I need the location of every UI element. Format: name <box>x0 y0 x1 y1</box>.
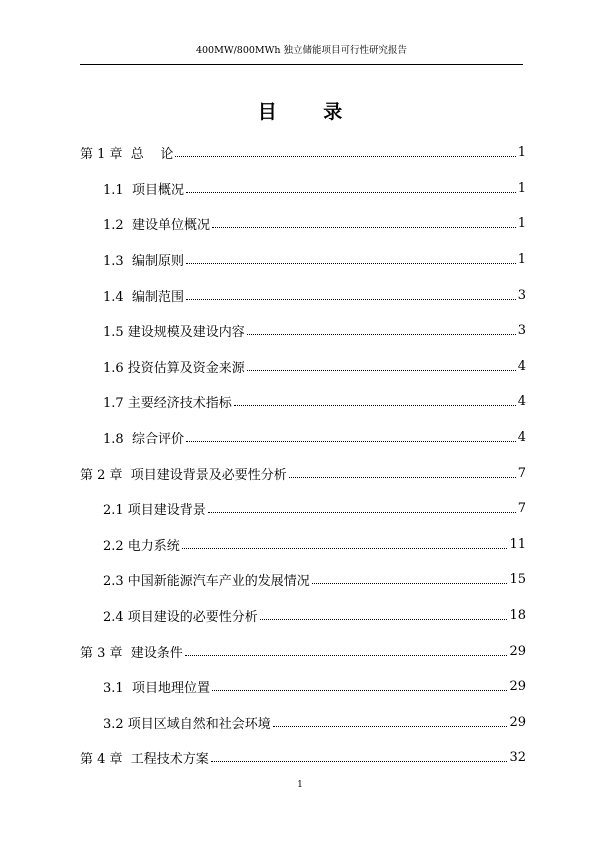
toc-dot-leader <box>186 299 516 300</box>
toc-entry-page-number: 7 <box>517 465 526 481</box>
toc-dot-leader <box>186 441 516 442</box>
toc-entry-label: 第 4 章 工程技术方案 <box>80 752 209 768</box>
toc-chapter-entry[interactable] <box>80 740 526 776</box>
toc-entry-page-number: 4 <box>517 430 526 446</box>
toc-dot-leader <box>186 263 516 264</box>
toc-section-entry[interactable] <box>80 705 526 741</box>
page-number: 1 <box>297 780 303 790</box>
toc-dot-leader <box>185 655 508 656</box>
toc-dot-leader <box>182 548 508 549</box>
toc-section-entry[interactable] <box>80 242 526 278</box>
toc-section-entry[interactable] <box>80 277 526 313</box>
toc-entry-page-number: 29 <box>509 679 526 695</box>
toc-entry-label: 第 3 章 建设条件 <box>80 645 183 661</box>
toc-section-entry[interactable] <box>80 598 526 634</box>
toc-entry-page-number: 29 <box>509 643 526 659</box>
toc-section-entry[interactable] <box>80 171 526 207</box>
toc-section-entry[interactable] <box>80 349 526 385</box>
toc-entry-label: 1.5 建设规模及建设内容 <box>103 325 245 341</box>
toc-entry-page-number: 4 <box>517 394 526 410</box>
toc-dot-leader <box>247 334 516 335</box>
toc-entry-label: 2.2 电力系统 <box>103 538 180 554</box>
toc-entry-label: 1.2 建设单位概况 <box>103 218 210 234</box>
toc-entry-page-number: 18 <box>509 608 526 624</box>
toc-entry-page-number: 3 <box>517 323 526 339</box>
toc-entry-page-number: 11 <box>509 536 526 552</box>
toc-entry-label: 1.3 编制原则 <box>103 254 184 270</box>
toc-dot-leader <box>186 192 516 193</box>
header-rule <box>80 64 523 65</box>
toc-entry-label: 第 2 章 项目建设背景及必要性分析 <box>80 467 287 483</box>
toc-entry-page-number: 1 <box>517 216 526 232</box>
toc-entry-page-number: 1 <box>517 252 526 268</box>
toc-entry-page-number: 1 <box>517 180 526 196</box>
toc-title: 目 录 <box>257 101 363 123</box>
toc-chapter-entry[interactable] <box>80 135 526 171</box>
running-header: 400MW/800MWh 独立储能项目可行性研究报告 <box>195 45 408 56</box>
toc-section-entry[interactable] <box>80 491 526 527</box>
toc-entry-page-number: 32 <box>509 750 526 766</box>
toc-dot-leader <box>312 583 508 584</box>
toc-chapter-entry[interactable] <box>80 455 526 491</box>
toc-dot-leader <box>211 761 508 762</box>
toc-entry-label: 1.6 投资估算及资金来源 <box>103 360 245 376</box>
toc-entry-label: 1.8 综合评价 <box>103 432 184 448</box>
toc-entry-label: 1.4 编制范围 <box>103 289 184 305</box>
toc-dot-leader <box>208 512 516 513</box>
toc-section-entry[interactable] <box>80 669 526 705</box>
toc-entry-page-number: 15 <box>509 572 526 588</box>
toc-dot-leader <box>247 370 516 371</box>
toc-section-entry[interactable] <box>80 420 526 456</box>
toc-section-entry[interactable] <box>80 384 526 420</box>
toc-dot-leader <box>234 405 516 406</box>
toc-entry-label: 2.1 项目建设背景 <box>103 503 206 519</box>
toc-section-entry[interactable] <box>80 562 526 598</box>
toc-section-entry[interactable] <box>80 313 526 349</box>
toc-section-entry[interactable] <box>80 206 526 242</box>
toc-dot-leader <box>289 477 516 478</box>
toc-section-entry[interactable] <box>80 527 526 563</box>
table-of-contents <box>80 135 526 776</box>
toc-entry-label: 第 1 章 总 论 <box>80 147 174 163</box>
toc-dot-leader <box>212 690 508 691</box>
toc-dot-leader <box>273 726 508 727</box>
toc-entry-label: 3.1 项目地理位置 <box>103 681 210 697</box>
toc-entry-label: 1.1 项目概况 <box>103 182 184 198</box>
toc-dot-leader <box>260 619 508 620</box>
toc-entry-page-number: 1 <box>517 145 526 161</box>
toc-entry-page-number: 7 <box>517 501 526 517</box>
toc-entry-page-number: 3 <box>517 287 526 303</box>
toc-chapter-entry[interactable] <box>80 633 526 669</box>
toc-entry-label: 2.4 项目建设的必要性分析 <box>103 610 258 626</box>
toc-entry-page-number: 4 <box>517 358 526 374</box>
toc-entry-label: 2.3 中国新能源汽车产业的发展情况 <box>103 574 310 590</box>
toc-entry-label: 3.2 项目区域自然和社会环境 <box>103 716 271 732</box>
toc-entry-label: 1.7 主要经济技术指标 <box>103 396 232 412</box>
toc-dot-leader <box>175 156 515 157</box>
toc-dot-leader <box>212 227 516 228</box>
toc-entry-page-number: 29 <box>509 714 526 730</box>
